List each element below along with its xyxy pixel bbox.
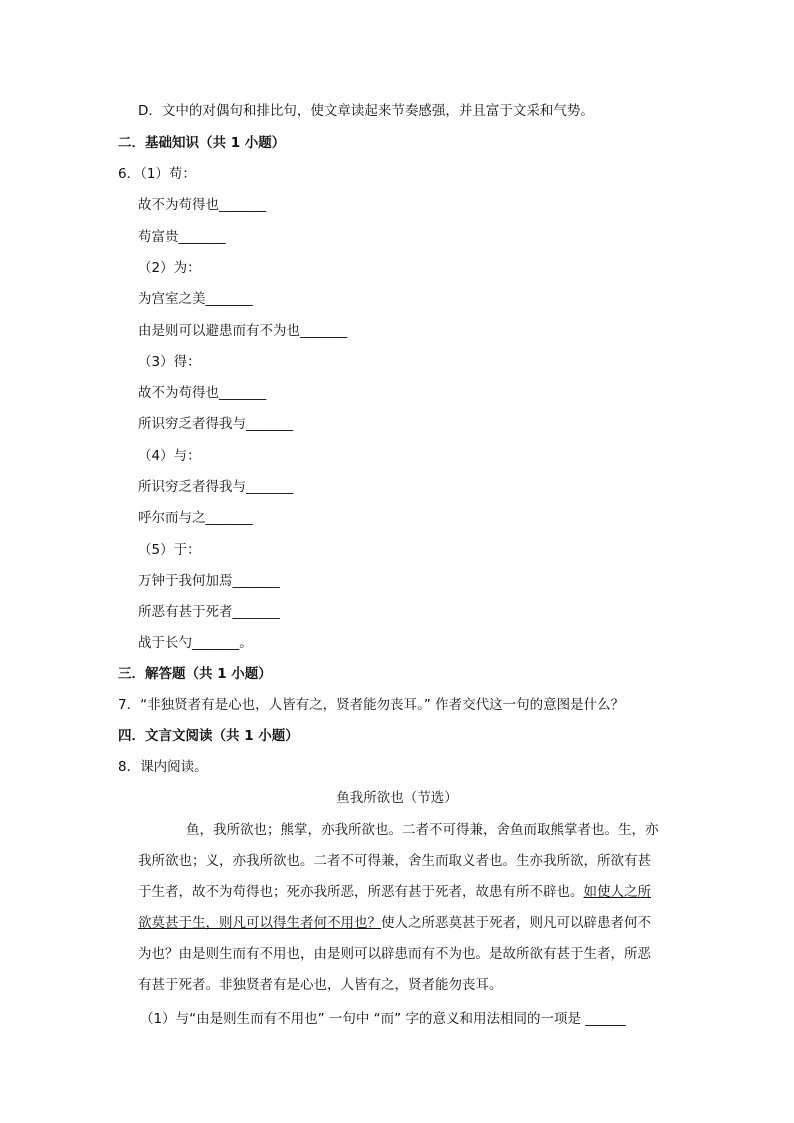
q6-item-blank[interactable]: _______。: [192, 635, 253, 651]
q6-item-blank[interactable]: _______: [219, 385, 267, 401]
q6-item: [138, 571, 280, 591]
q7-text: 7．“非独贤者有是心也，人皆有之，贤者能勿丧耳。” 作者交代这一句的意图是什么？: [118, 697, 625, 713]
q6-item: [138, 227, 226, 247]
q6-item-prompt: 所恶有甚于死者: [138, 604, 233, 620]
passage-line: 我所欲也；义，亦我所欲也。二者不可得兼，舍生而取义者也。生亦我所欲，所欲有甚: [138, 853, 651, 869]
q6-item-blank[interactable]: _______: [178, 229, 226, 245]
q6-item-prompt: 由是则可以避患而有不为也: [138, 323, 300, 339]
q6-sub3-label: （3）得：: [138, 354, 201, 370]
q6-item: [138, 477, 293, 497]
q6-item-blank[interactable]: _______: [219, 197, 267, 213]
q6-item: [138, 195, 266, 215]
q6-stem: 6．（1）苟：: [118, 166, 196, 182]
q6-item: [138, 289, 253, 309]
q6-item-prompt: 所识穷乏者得我与: [138, 416, 246, 432]
passage-line: [138, 912, 678, 934]
q8-sub1: （1）与“由是则生而有不用也” 一句中 “而” 字的意义和用法相同的一项是 ______: [140, 1011, 626, 1027]
q6-item-prompt: 苟富贵: [138, 229, 179, 245]
q6-sub2-label: （2）为：: [138, 260, 201, 276]
q8-stem: 8．课内阅读。: [118, 759, 208, 775]
q6-item-blank[interactable]: _______: [300, 323, 348, 339]
passage-text: 使人之所恶莫甚于死者，则凡可以辟患者何不: [381, 915, 651, 931]
q6-item-prompt: 呼尔而与之: [138, 510, 206, 526]
q6-item-blank[interactable]: _______: [246, 416, 294, 432]
q6-item-prompt: 所识穷乏者得我与: [138, 479, 246, 495]
q6-item-prompt: 故不为苟得也: [138, 197, 219, 213]
q6-item-prompt: 战于长勺: [138, 635, 192, 651]
passage-line: 鱼，我所欲也；熊掌，亦我所欲也。二者不可得兼，舍鱼而取熊掌者也。生，亦: [186, 822, 659, 838]
q6-item: [138, 508, 253, 528]
q6-item: [138, 602, 280, 622]
q6-sub5-label: （5）于：: [138, 542, 201, 558]
q6-item-blank[interactable]: _______: [232, 573, 280, 589]
q6-item: [138, 414, 293, 434]
passage-line: 为也？由是则生而有不用也，由是则可以辟患而有不为也。是故所欲有甚于生者，所恶: [138, 946, 651, 962]
passage-line: [138, 881, 678, 903]
underlined-sentence: 如使人之所: [583, 884, 651, 900]
section-heading-answer: 三．解答题（共 1 小题）: [118, 666, 272, 682]
option-d: D．文中的对偶句和排比句，使文章读起来节奏感强，并且富于文采和气势。: [138, 103, 594, 119]
section-heading-classical-reading: 四．文言文阅读（共 1 小题）: [118, 728, 299, 744]
q6-item-prompt: 故不为苟得也: [138, 385, 219, 401]
q6-item-blank[interactable]: _______: [205, 291, 253, 307]
q6-item: [138, 321, 347, 341]
q6-item-prompt: 为宫室之美: [138, 291, 206, 307]
q6-item-prompt: 万钟于我何加焉: [138, 573, 233, 589]
q6-sub4-label: （4）与：: [138, 448, 201, 464]
q6-item-blank[interactable]: _______: [246, 479, 294, 495]
q6-item: [138, 633, 253, 653]
q6-item-blank[interactable]: _______: [205, 510, 253, 526]
q6-item-blank[interactable]: _______: [232, 604, 280, 620]
passage-title: 鱼我所欲也（节选）: [336, 790, 458, 806]
passage-line: 有甚于死者。非独贤者有是心也，人皆有之，贤者能勿丧耳。: [138, 977, 503, 993]
passage-text: 于生者，故不为苟得也；死亦我所恶，所恶有甚于死者，故患有所不辟也。: [138, 884, 584, 900]
underlined-sentence: 欲莫甚于生，则凡可以得生者何不用也？: [138, 915, 381, 931]
q6-item: [138, 383, 266, 403]
section-heading-basic-knowledge: 二．基础知识（共 1 小题）: [118, 135, 286, 151]
